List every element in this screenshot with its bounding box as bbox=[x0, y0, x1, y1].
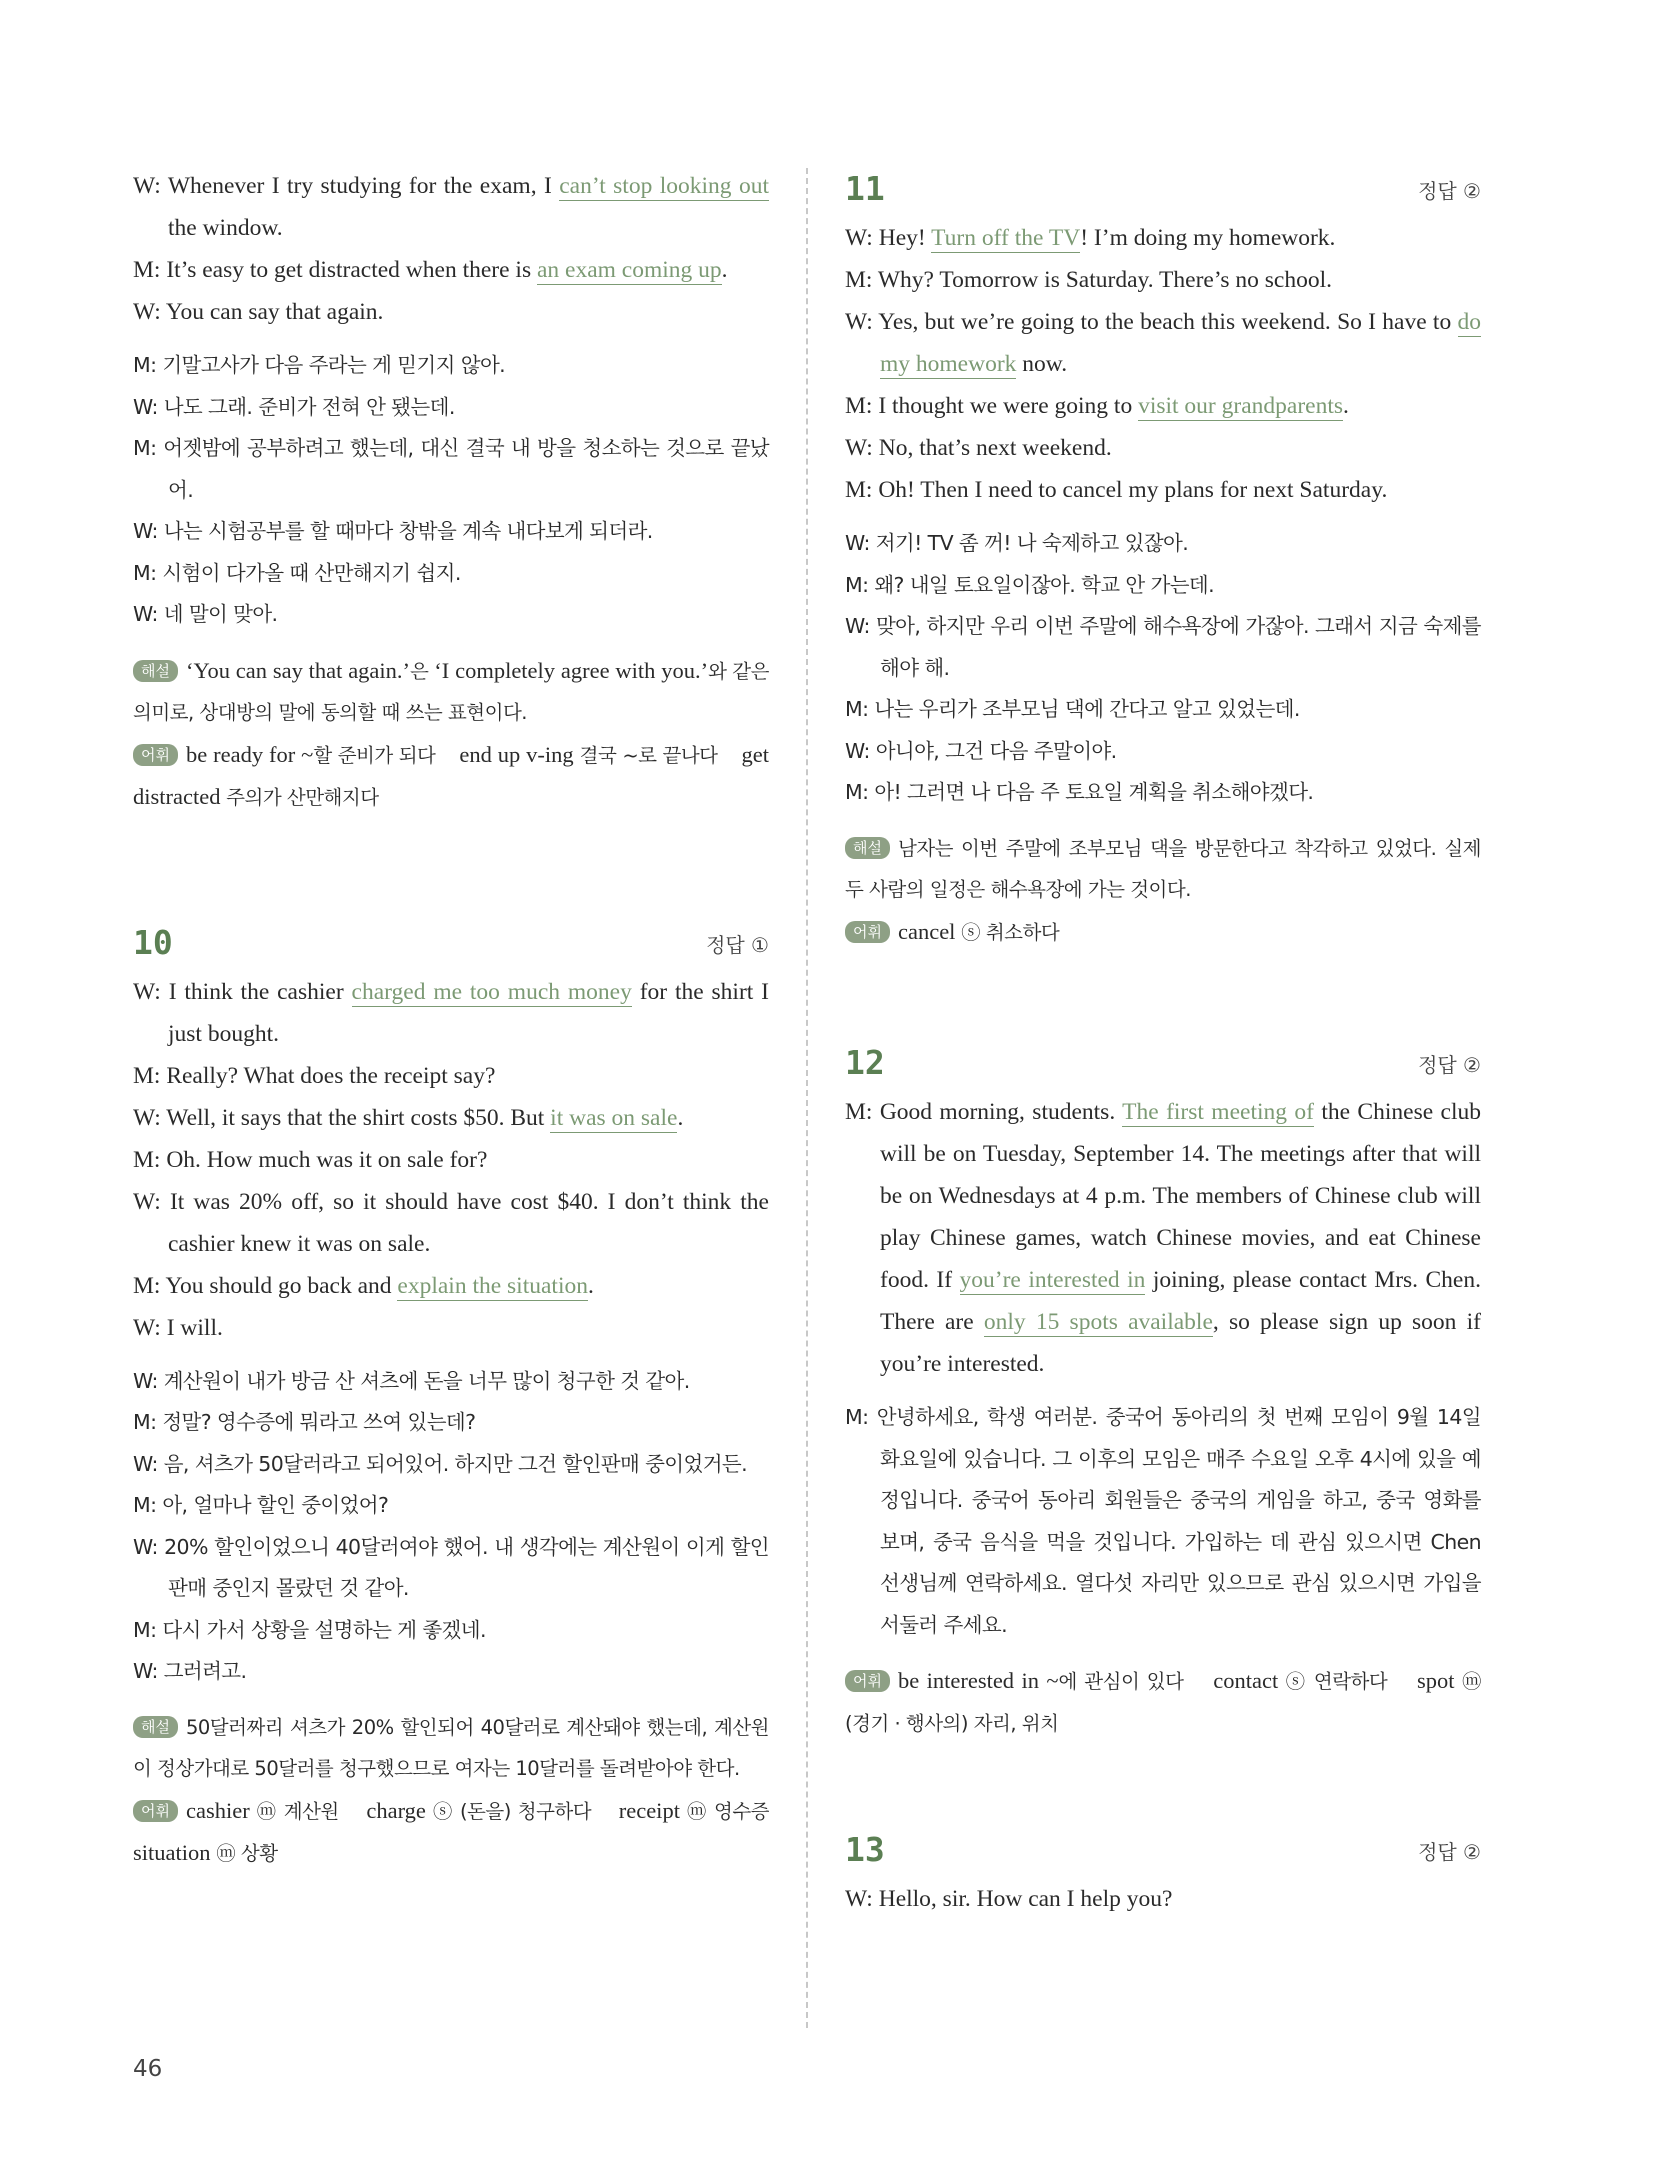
speaker-label: W: bbox=[133, 602, 164, 626]
english-term: ‘I completely agree with you.’ bbox=[434, 657, 709, 683]
answer-blank: Turn off the TV bbox=[931, 225, 1081, 251]
line-text: Yes, but we’re going to the beach this weekend. So I have to bbox=[878, 309, 1458, 335]
translation-line bbox=[133, 511, 769, 553]
translation-text: 저기! TV 좀 꺼! 나 숙제하고 있잖아. bbox=[875, 531, 1189, 555]
translation-line bbox=[845, 1397, 1481, 1646]
speaker-label: M: bbox=[845, 267, 878, 293]
translation-line bbox=[133, 1610, 769, 1652]
note-text: 남자는 이번 주말에 조부모님 댁을 방문한다고 착각하고 있었다. 실제 두 사람의 일정은 해수욕장에 가는 것이다. bbox=[845, 836, 1487, 901]
english-term: charge bbox=[366, 1797, 426, 1823]
speaker-label: M: bbox=[133, 1493, 163, 1517]
dialogue-line bbox=[133, 971, 769, 1055]
dialogue-line bbox=[133, 165, 769, 249]
vocabulary-notes bbox=[845, 1660, 1487, 1744]
answer-label: 정답 ② bbox=[1418, 1053, 1481, 1077]
translation-line bbox=[845, 565, 1481, 607]
translation-line bbox=[845, 689, 1481, 731]
translation-text: 시험이 다가올 때 산만해지기 쉽지. bbox=[162, 560, 461, 585]
line-text: You should go back and bbox=[165, 1272, 398, 1299]
translation-text: 네 말이 맞아. bbox=[163, 602, 278, 626]
answer-label: 정답 ② bbox=[1418, 1840, 1481, 1864]
note-text: 에 관심이 있다 bbox=[1058, 1670, 1214, 1693]
note-text: 할 준비가 되다 bbox=[313, 743, 460, 767]
note-text: ⓢ (돈을) 청구하다 bbox=[425, 1799, 619, 1823]
explanation-note bbox=[845, 828, 1487, 911]
dialogue-line bbox=[845, 1091, 1481, 1385]
translation-text: 나는 시험공부를 할 때마다 창밖을 계속 내다보게 되더라. bbox=[163, 519, 653, 543]
section-header bbox=[133, 919, 769, 967]
line-text: now. bbox=[1016, 351, 1068, 377]
note-text: ⓜ 상황 bbox=[210, 1842, 278, 1865]
speaker-label: W: bbox=[133, 1534, 165, 1559]
explanation-note bbox=[133, 650, 775, 734]
speaker-label: M: bbox=[133, 257, 167, 283]
english-term: situation bbox=[133, 1840, 211, 1865]
dialogue-line bbox=[133, 1055, 769, 1097]
dialogue-line bbox=[133, 1097, 769, 1139]
speaker-label: W: bbox=[133, 173, 168, 199]
line-text: joining, please contact Mrs. Chen. There are bbox=[880, 1267, 1481, 1335]
section-header bbox=[845, 1039, 1481, 1087]
translation-text: 맞아, 하지만 우리 이번 주말에 해수욕장에 가잖아. 그래서 지금 숙제를 해야 해. bbox=[875, 614, 1481, 680]
english-term: ‘You can say that again.’ bbox=[185, 657, 411, 683]
translation-text: 계산원이 내가 방금 산 셔츠에 돈을 너무 많이 청구한 것 같아. bbox=[163, 1368, 690, 1393]
speaker-label: M: bbox=[845, 780, 875, 804]
speaker-label: M: bbox=[845, 572, 875, 597]
translation-line bbox=[133, 1361, 769, 1403]
section-10 bbox=[133, 919, 792, 1875]
note-text: ⓜ 계산원 bbox=[249, 1799, 367, 1823]
translation-line bbox=[133, 1485, 769, 1527]
line-text: , so please sign up soon if you’re interested. bbox=[880, 1309, 1481, 1377]
translation-line bbox=[133, 428, 769, 511]
speaker-label: W: bbox=[133, 978, 169, 1005]
translation-line bbox=[133, 594, 769, 636]
translation-text: 어젯밤에 공부하려고 했는데, 대신 결국 내 방을 청소하는 것으로 끝났어. bbox=[163, 436, 769, 502]
speaker-label: W: bbox=[133, 1104, 167, 1131]
dialogue-line bbox=[133, 1265, 769, 1307]
speaker-label: W: bbox=[133, 1188, 170, 1215]
speaker-label: W: bbox=[845, 738, 876, 763]
note-text: ⓢ 연락하다 bbox=[1278, 1670, 1418, 1693]
speaker-label: W: bbox=[133, 1659, 164, 1683]
speaker-label: W: bbox=[133, 394, 164, 419]
speaker-label: M: bbox=[133, 1272, 166, 1299]
speaker-label: W: bbox=[845, 614, 876, 638]
translation-line bbox=[133, 1651, 769, 1693]
translation-text: 아! 그러면 나 다음 주 토요일 계획을 취소해야겠다. bbox=[874, 780, 1314, 804]
translation-text: 나는 우리가 조부모님 댁에 간다고 알고 있었는데. bbox=[874, 697, 1300, 721]
line-text: I thought we were going to bbox=[878, 393, 1139, 419]
translation-text: 안녕하세요, 학생 여러분. 중국어 동아리의 첫 번째 모임이 9월 14일 화요일에 있습니다. 그 이후의 모임은 매주 수요일 오후 4시에 있을 예정입니다. 중국어 동아리 회원들은 중국의 게임을 하고, 중국 영화를 보며, 중국 음식을 먹을 것입니다. 가입하는 데 관심 있으시면 Chen 선생님께 연락하세요. 열다섯 자리만 있으므로 관심 있으시면 가입을 서둘러 주세요. bbox=[876, 1405, 1481, 1637]
english-term: be ready for ~ bbox=[185, 741, 314, 767]
dialogue-line bbox=[845, 385, 1481, 427]
speaker-label: M: bbox=[845, 393, 879, 419]
right-column bbox=[845, 165, 1487, 1928]
translation-line bbox=[845, 731, 1481, 773]
note-label-badge: 해설 bbox=[133, 1716, 178, 1738]
translation-text: 나도 그래. 준비가 전혀 안 됐는데. bbox=[163, 394, 455, 419]
answer-label: 정답 ② bbox=[1418, 179, 1481, 203]
speaker-label: W: bbox=[133, 1451, 164, 1476]
line-text: ! I’m doing my homework. bbox=[1080, 225, 1336, 251]
monologue-english bbox=[845, 1091, 1481, 1385]
section-11 bbox=[845, 165, 1487, 953]
speaker-label: M: bbox=[845, 1099, 880, 1125]
translation-line bbox=[845, 523, 1481, 565]
note-text: 와 같은 의미로, 상대방의 말에 동의할 때 쓰는 표현이다. bbox=[133, 659, 775, 724]
english-term: spot bbox=[1417, 1668, 1455, 1693]
note-text: ⓜ 영수증 bbox=[679, 1799, 792, 1823]
line-text: for the shirt I just bought. bbox=[168, 978, 769, 1047]
speaker-label: W: bbox=[133, 1368, 164, 1393]
speaker-label: W: bbox=[845, 531, 876, 555]
translation-line bbox=[845, 606, 1481, 689]
note-label-badge: 어휘 bbox=[133, 1800, 178, 1822]
answer-label: 정답 ① bbox=[706, 932, 769, 957]
speaker-label: W: bbox=[845, 435, 879, 461]
line-text: the Chinese club will be on Tuesday, September 14. The meetings after that will be on Wednesdays at 4 p.m. The members of Chinese club will play Chinese games, watch Chinese movies, and eat Chinese food. If bbox=[880, 1099, 1481, 1293]
note-text: 주의가 산만해지다 bbox=[220, 786, 379, 809]
line-text: . bbox=[1343, 393, 1349, 419]
answer-blank: visit our grandparents bbox=[1138, 393, 1344, 419]
explanation-notes bbox=[133, 1707, 792, 1875]
translation-line bbox=[133, 1527, 769, 1610]
speaker-label: M: bbox=[133, 560, 163, 585]
note-text: ⓢ 취소하다 bbox=[955, 920, 1060, 944]
line-text: I think the cashier bbox=[168, 978, 352, 1005]
line-text: Good morning, students. bbox=[879, 1099, 1123, 1125]
line-text: the window. bbox=[168, 215, 283, 241]
question-number: 12 bbox=[845, 1043, 885, 1082]
speaker-label: M: bbox=[133, 1617, 163, 1642]
left-column bbox=[133, 165, 792, 1875]
translation-text: 그러려고. bbox=[163, 1659, 247, 1683]
speaker-label: W: bbox=[133, 519, 164, 543]
translation-text: 왜? 내일 토요일이잖아. 학교 안 가는데. bbox=[874, 572, 1215, 597]
note-label-badge: 어휘 bbox=[845, 921, 890, 943]
dialogue-korean bbox=[133, 345, 769, 636]
translation-text: 음, 셔츠가 50달러라고 되어있어. 하지만 그건 할인판매 중이었거든. bbox=[163, 1451, 748, 1476]
answer-blank: only 15 spots available bbox=[983, 1309, 1213, 1335]
question-number: 10 bbox=[133, 922, 173, 962]
section-header bbox=[845, 165, 1481, 213]
line-text: It was 20% off, so it should have cost $40. I don’t think the cashier knew it was on sale. bbox=[168, 1188, 769, 1257]
explanation-notes bbox=[133, 650, 775, 819]
dialogue-line bbox=[845, 427, 1481, 469]
speaker-label: M: bbox=[845, 697, 875, 721]
section-header bbox=[845, 1826, 1481, 1874]
translation-text: 기말고사가 다음 주라는 게 믿기지 않아. bbox=[162, 353, 506, 377]
note-label-badge: 어휘 bbox=[845, 1670, 890, 1692]
dialogue-line bbox=[845, 301, 1481, 385]
note-text: ⓜ (경기 · 행사의) 자리, 위치 bbox=[845, 1670, 1487, 1735]
line-text: You can say that again. bbox=[165, 299, 384, 325]
dialogue-line bbox=[845, 1878, 1481, 1920]
speaker-label: M: bbox=[133, 1410, 163, 1434]
note-text: 50달러짜리 셔츠가 20% 할인되어 40달러로 계산돼야 했는데, 계산원이 정상가대로 50달러를 청구했으므로 여자는 10달러를 돌려받아야 한다. bbox=[133, 1715, 769, 1780]
line-text: . bbox=[677, 1104, 684, 1131]
dialogue-korean bbox=[133, 1361, 769, 1693]
dialogue-english bbox=[133, 971, 769, 1349]
section-9-continued bbox=[133, 165, 775, 819]
translation-text: 아니야, 그건 다음 주말이야. bbox=[875, 738, 1117, 763]
translation-line bbox=[133, 1444, 769, 1486]
line-text: Why? Tomorrow is Saturday. There’s no school. bbox=[877, 267, 1333, 293]
vocabulary-note bbox=[133, 1790, 792, 1875]
speaker-label: M: bbox=[133, 436, 164, 460]
note-text: 은 bbox=[410, 659, 435, 683]
column-divider bbox=[806, 168, 808, 2028]
vocabulary-note bbox=[845, 911, 1481, 954]
english-term: get distracted bbox=[133, 741, 775, 809]
answer-blank: can’t stop looking out bbox=[559, 173, 769, 199]
dialogue-line bbox=[133, 249, 769, 291]
speaker-label: W: bbox=[845, 225, 879, 251]
english-term: contact bbox=[1213, 1668, 1279, 1693]
answer-blank: charged me too much money bbox=[351, 978, 632, 1005]
translation-text: 아, 얼마나 할인 중이었어? bbox=[162, 1493, 389, 1517]
page-number: 46 bbox=[133, 2056, 163, 2082]
dialogue-english bbox=[133, 165, 769, 333]
dialogue-line bbox=[133, 291, 769, 333]
vocabulary-note bbox=[845, 1660, 1487, 1744]
line-text: . bbox=[721, 257, 728, 283]
line-text: Well, it says that the shirt costs $50. But bbox=[166, 1104, 551, 1131]
translation-line bbox=[133, 1402, 769, 1444]
dialogue-line bbox=[133, 1307, 769, 1349]
translation-text: 다시 가서 상황을 설명하는 게 좋겠네. bbox=[162, 1617, 486, 1642]
line-text: Hey! bbox=[878, 225, 932, 251]
line-text: No, that’s next weekend. bbox=[878, 435, 1112, 461]
translation-line bbox=[845, 772, 1481, 814]
dialogue-line bbox=[133, 1139, 769, 1181]
dialogue-line bbox=[133, 1181, 769, 1265]
question-number: 11 bbox=[845, 169, 885, 208]
translation-line bbox=[133, 387, 769, 429]
answer-blank: explain the situation bbox=[397, 1272, 588, 1299]
answer-blank: The first meeting of bbox=[1122, 1099, 1314, 1125]
translation-text: 20% 할인이었으니 40달러여야 했어. 내 생각에는 계산원이 이게 할인판매 중인지 몰랐던 것 같아. bbox=[164, 1534, 769, 1600]
note-label-badge: 해설 bbox=[133, 660, 178, 682]
note-text: 결국 ~로 끝나다 bbox=[573, 743, 742, 767]
dialogue-korean bbox=[845, 523, 1481, 814]
speaker-label: M: bbox=[133, 353, 163, 377]
speaker-label: M: bbox=[845, 1405, 877, 1429]
english-term: cashier bbox=[185, 1797, 250, 1823]
translation-line bbox=[133, 345, 769, 387]
line-text: Whenever I try studying for the exam, I bbox=[167, 173, 560, 199]
english-term: cancel bbox=[897, 918, 956, 944]
dialogue-english bbox=[845, 1878, 1481, 1920]
dialogue-line bbox=[845, 217, 1481, 259]
dialogue-english bbox=[845, 217, 1481, 511]
answer-blank: you’re interested in bbox=[959, 1267, 1146, 1293]
answer-blank: do my homework bbox=[880, 309, 1481, 377]
speaker-label: W: bbox=[845, 309, 879, 335]
line-text: I will. bbox=[166, 1314, 223, 1341]
explanation-note bbox=[133, 1707, 769, 1790]
monologue-korean bbox=[845, 1397, 1481, 1646]
line-text: Hello, sir. How can I help you? bbox=[878, 1886, 1173, 1912]
line-text: . bbox=[587, 1272, 594, 1299]
section-13 bbox=[845, 1826, 1481, 1920]
english-term: be interested in ~ bbox=[897, 1668, 1059, 1693]
vocabulary-note bbox=[133, 734, 775, 819]
translation-text: 정말? 영수증에 뭐라고 쓰여 있는데? bbox=[162, 1410, 476, 1434]
speaker-label: W: bbox=[133, 1314, 167, 1341]
note-label-badge: 어휘 bbox=[133, 744, 178, 766]
speaker-label: M: bbox=[845, 477, 879, 503]
speaker-label: M: bbox=[133, 1062, 167, 1089]
english-term: receipt bbox=[618, 1797, 680, 1823]
explanation-notes bbox=[845, 828, 1487, 954]
line-text: Really? What does the receipt say? bbox=[166, 1062, 496, 1089]
english-term: end up v-ing bbox=[459, 741, 574, 767]
line-text: It’s easy to get distracted when there is bbox=[166, 257, 537, 283]
speaker-label: W: bbox=[845, 1886, 879, 1912]
section-12 bbox=[845, 1039, 1487, 1744]
translation-line bbox=[133, 553, 769, 595]
line-text: Oh. How much was it on sale for? bbox=[166, 1146, 488, 1173]
answer-blank: an exam coming up bbox=[536, 257, 722, 283]
dialogue-line bbox=[845, 259, 1481, 301]
speaker-label: W: bbox=[133, 299, 166, 325]
speaker-label: M: bbox=[133, 1146, 167, 1173]
dialogue-line bbox=[845, 469, 1481, 511]
question-number: 13 bbox=[845, 1830, 885, 1869]
line-text: Oh! Then I need to cancel my plans for next Saturday. bbox=[878, 477, 1388, 503]
note-label-badge: 해설 bbox=[845, 837, 890, 859]
answer-blank: it was on sale bbox=[550, 1104, 678, 1131]
